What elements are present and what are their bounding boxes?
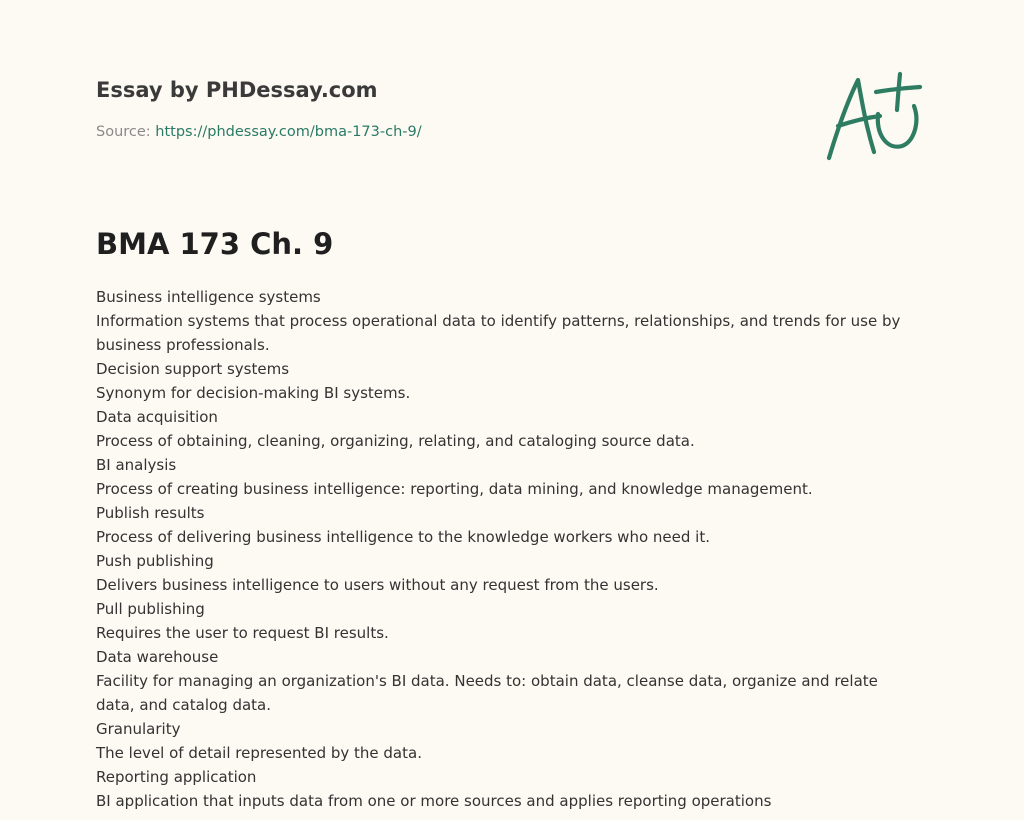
definition-line: Process of delivering business intelligence to the knowledge workers who need it. [96,528,710,546]
definition-line: Synonym for decision-making BI systems. [96,384,411,402]
page-header [96,76,796,142]
definition-line: Requires the user to request BI results. [96,624,389,642]
definition-line: The level of detail represented by the data. [96,744,422,762]
source-line [96,122,796,142]
definition-line: Information systems that process operational data to identify patterns, relationships, and trends for use by business professionals. [96,312,901,354]
term-line: Pull publishing [96,600,205,618]
term-line: Business intelligence systems [96,288,321,306]
source-link[interactable]: https://phdessay.com/bma-173-ch-9/ [155,124,422,140]
term-line: Publish results [96,504,205,522]
term-line: BI analysis [96,456,177,474]
a-plus-logo-icon [818,66,930,170]
definition-line: Delivers business intelligence to users without any request from the users. [96,576,659,594]
source-label: Source: [96,124,151,140]
term-line: Data warehouse [96,648,219,666]
term-line: Data acquisition [96,408,218,426]
document-title: BMA 173 Ch. 9 [96,227,334,261]
term-line: Decision support systems [96,360,290,378]
definition-line: BI application that inputs data from one or more sources and applies reporting operations [96,792,772,810]
term-line: Push publishing [96,552,214,570]
definition-line: Process of creating business intelligence: reporting, data mining, and knowledge management. [96,480,813,498]
site-title: Essay by PHDessay.com [96,78,378,102]
definition-line: Process of obtaining, cleaning, organizing, relating, and cataloging source data. [96,432,695,450]
term-line: Reporting application [96,768,257,786]
definition-line: Facility for managing an organization's BI data. Needs to: obtain data, cleanse data, organize and relate data, and catalog data. [96,672,878,714]
term-line: Granularity [96,720,181,738]
document-body [96,285,916,813]
